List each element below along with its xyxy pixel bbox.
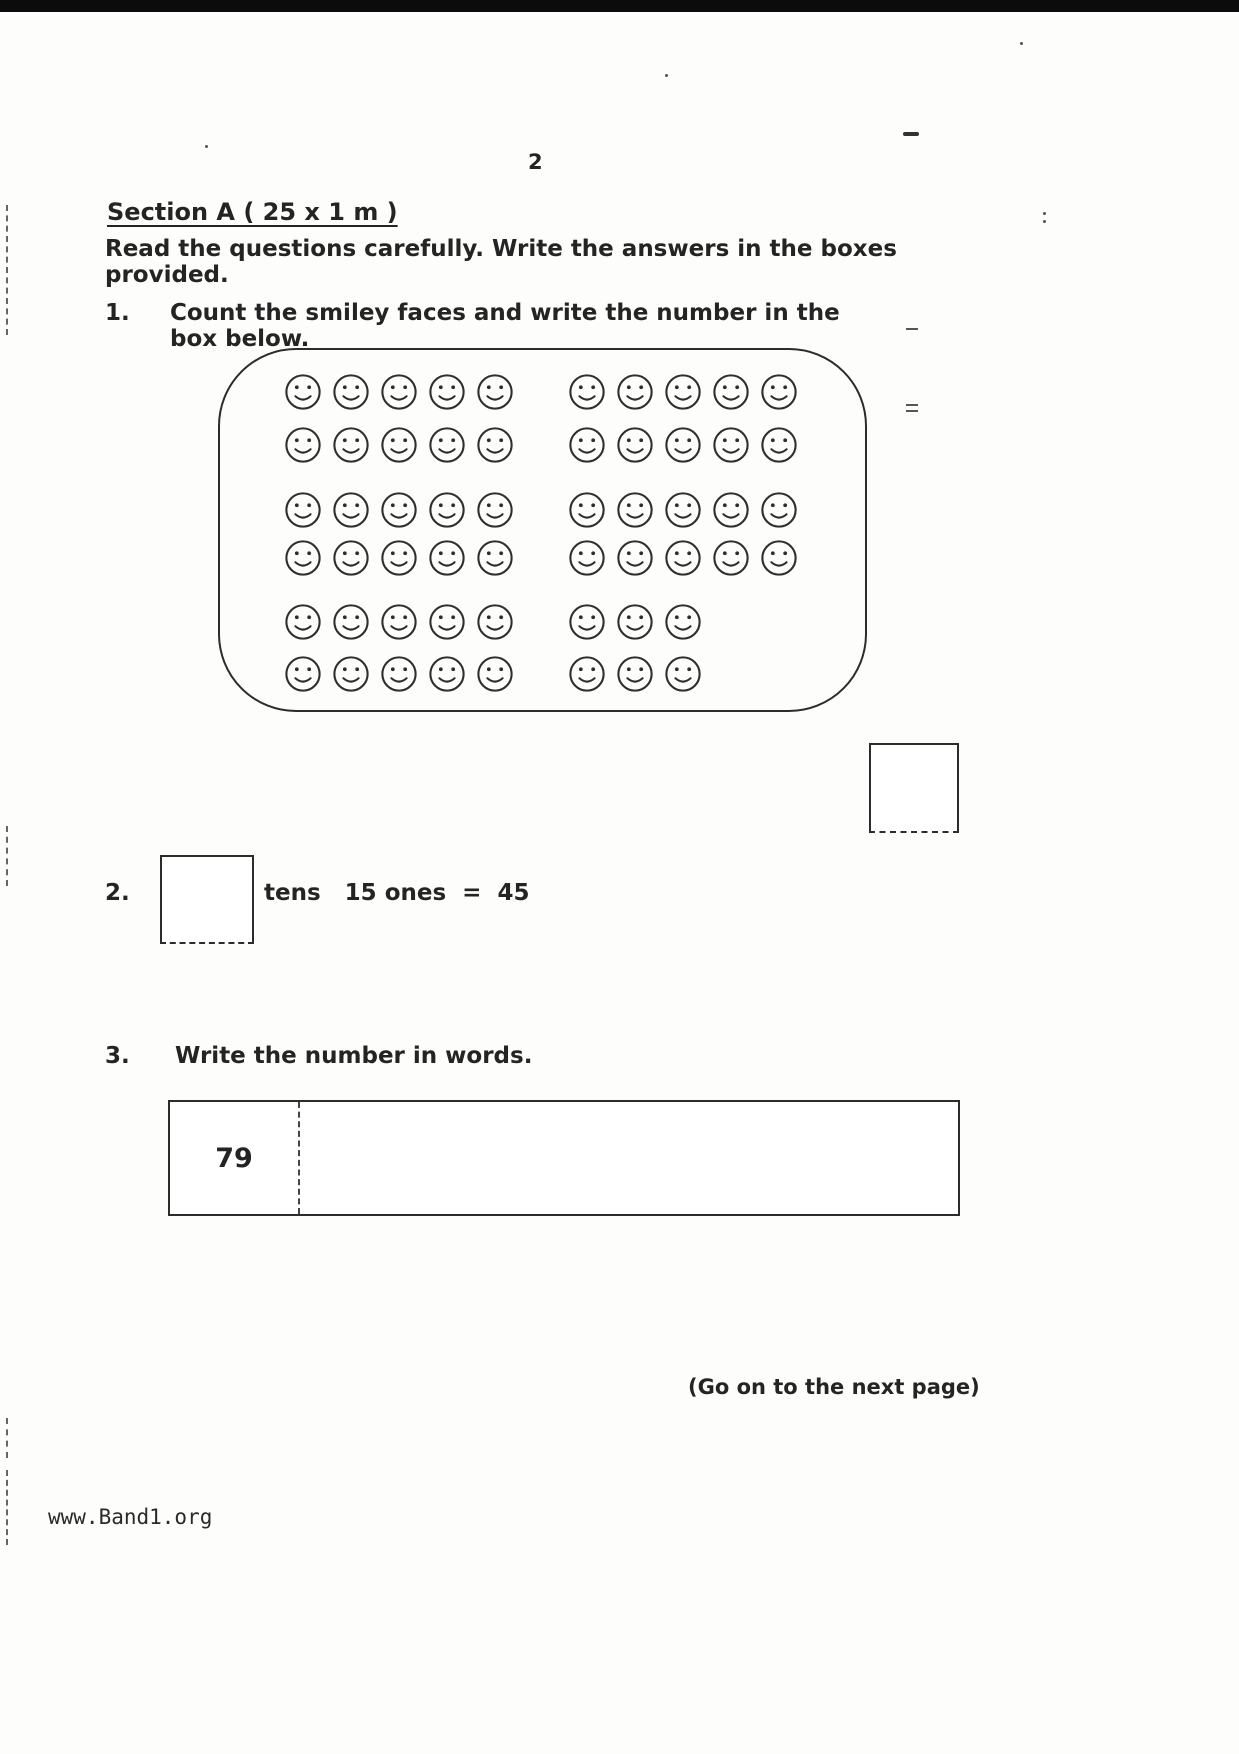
smiley-face-icon: [760, 426, 798, 464]
scan-artifact: [906, 410, 918, 412]
q2-number: 2.: [105, 880, 130, 906]
scan-artifact: [906, 404, 918, 406]
page-number: 2: [528, 150, 543, 174]
scan-top-bar: [0, 0, 1239, 12]
smiley-face-icon: [476, 655, 514, 693]
smiley-face-icon: [712, 373, 750, 411]
smiley-face-icon: [664, 373, 702, 411]
smiley-face-icon: [332, 603, 370, 641]
smiley-face-icon: [476, 426, 514, 464]
smiley-face-icon: [712, 491, 750, 529]
smiley-group-left: [284, 603, 514, 641]
smiley-face-icon: [760, 491, 798, 529]
smiley-face-icon: [476, 539, 514, 577]
website-footer: www.Band1.org: [48, 1505, 213, 1529]
scan-artifact: [6, 1418, 8, 1458]
scan-artifact: [906, 328, 918, 330]
smiley-face-icon: [568, 426, 606, 464]
smiley-face-icon: [476, 373, 514, 411]
smiley-group-right: [568, 373, 798, 411]
section-heading: Section A ( 25 x 1 m ): [107, 198, 398, 226]
smiley-face-icon: [284, 491, 322, 529]
smiley-panel: [218, 348, 867, 712]
smiley-face-icon: [428, 539, 466, 577]
smiley-face-icon: [568, 603, 606, 641]
q3-text: Write the number in words.: [175, 1043, 533, 1069]
smiley-face-icon: [428, 655, 466, 693]
smiley-face-icon: [284, 655, 322, 693]
smiley-face-icon: [616, 426, 654, 464]
q1-answer-box[interactable]: [869, 743, 959, 833]
scan-artifact: [6, 205, 8, 335]
smiley-face-icon: [616, 539, 654, 577]
smiley-face-icon: [664, 655, 702, 693]
smiley-face-icon: [568, 655, 606, 693]
smiley-face-icon: [284, 426, 322, 464]
scan-artifact: [903, 132, 919, 136]
smiley-face-icon: [476, 491, 514, 529]
smiley-face-icon: [380, 426, 418, 464]
smiley-group-right: [568, 426, 798, 464]
smiley-face-icon: [664, 539, 702, 577]
smiley-face-icon: [476, 603, 514, 641]
smiley-row: [220, 426, 865, 464]
smiley-group-right: [568, 539, 798, 577]
smiley-face-icon: [380, 539, 418, 577]
smiley-face-icon: [380, 373, 418, 411]
smiley-row: [220, 655, 865, 693]
smiley-group-left: [284, 373, 514, 411]
q1-number: 1.: [105, 300, 130, 326]
smiley-face-icon: [284, 373, 322, 411]
smiley-face-icon: [616, 373, 654, 411]
smiley-face-icon: [664, 491, 702, 529]
smiley-face-icon: [380, 655, 418, 693]
smiley-face-icon: [428, 426, 466, 464]
smiley-row: [220, 373, 865, 411]
scan-artifact: [6, 1470, 8, 1545]
smiley-face-icon: [284, 539, 322, 577]
q3-given-number-cell: 79: [170, 1102, 300, 1214]
smiley-face-icon: [332, 373, 370, 411]
scan-artifact: [1043, 212, 1046, 215]
smiley-row: [220, 491, 865, 529]
smiley-face-icon: [332, 539, 370, 577]
smiley-group-right: [568, 491, 798, 529]
smiley-face-icon: [568, 491, 606, 529]
scan-artifact: [665, 74, 668, 77]
smiley-group-right: [568, 655, 702, 693]
q3-answer-cell[interactable]: [300, 1102, 958, 1214]
smiley-face-icon: [760, 373, 798, 411]
q2-equation-text: tens 15 ones = 45: [264, 880, 530, 906]
q1-text: Count the smiley faces and write the number in the box below.: [170, 300, 840, 352]
smiley-group-right: [568, 603, 702, 641]
smiley-group-left: [284, 426, 514, 464]
q3-number: 3.: [105, 1043, 130, 1069]
instructions-text: Read the questions carefully. Write the answers in the boxes provided.: [105, 236, 897, 288]
smiley-face-icon: [380, 603, 418, 641]
smiley-face-icon: [712, 426, 750, 464]
scan-artifact: [1043, 220, 1046, 223]
smiley-row: [220, 539, 865, 577]
smiley-face-icon: [332, 426, 370, 464]
smiley-face-icon: [284, 603, 322, 641]
smiley-face-icon: [568, 373, 606, 411]
q2-answer-box[interactable]: [160, 855, 254, 944]
smiley-face-icon: [428, 603, 466, 641]
scan-artifact: [6, 826, 8, 886]
smiley-group-left: [284, 655, 514, 693]
go-on-note: (Go on to the next page): [688, 1375, 980, 1399]
smiley-face-icon: [428, 373, 466, 411]
smiley-row: [220, 603, 865, 641]
scan-artifact: [1020, 42, 1023, 45]
smiley-face-icon: [760, 539, 798, 577]
smiley-face-icon: [616, 603, 654, 641]
smiley-face-icon: [664, 603, 702, 641]
smiley-group-left: [284, 539, 514, 577]
smiley-face-icon: [332, 655, 370, 693]
smiley-face-icon: [428, 491, 466, 529]
smiley-face-icon: [616, 655, 654, 693]
scan-artifact: [205, 145, 208, 148]
smiley-face-icon: [568, 539, 606, 577]
smiley-face-icon: [664, 426, 702, 464]
smiley-face-icon: [616, 491, 654, 529]
smiley-group-left: [284, 491, 514, 529]
smiley-face-icon: [332, 491, 370, 529]
q3-answer-table: [168, 1100, 960, 1216]
smiley-face-icon: [380, 491, 418, 529]
smiley-face-icon: [712, 539, 750, 577]
